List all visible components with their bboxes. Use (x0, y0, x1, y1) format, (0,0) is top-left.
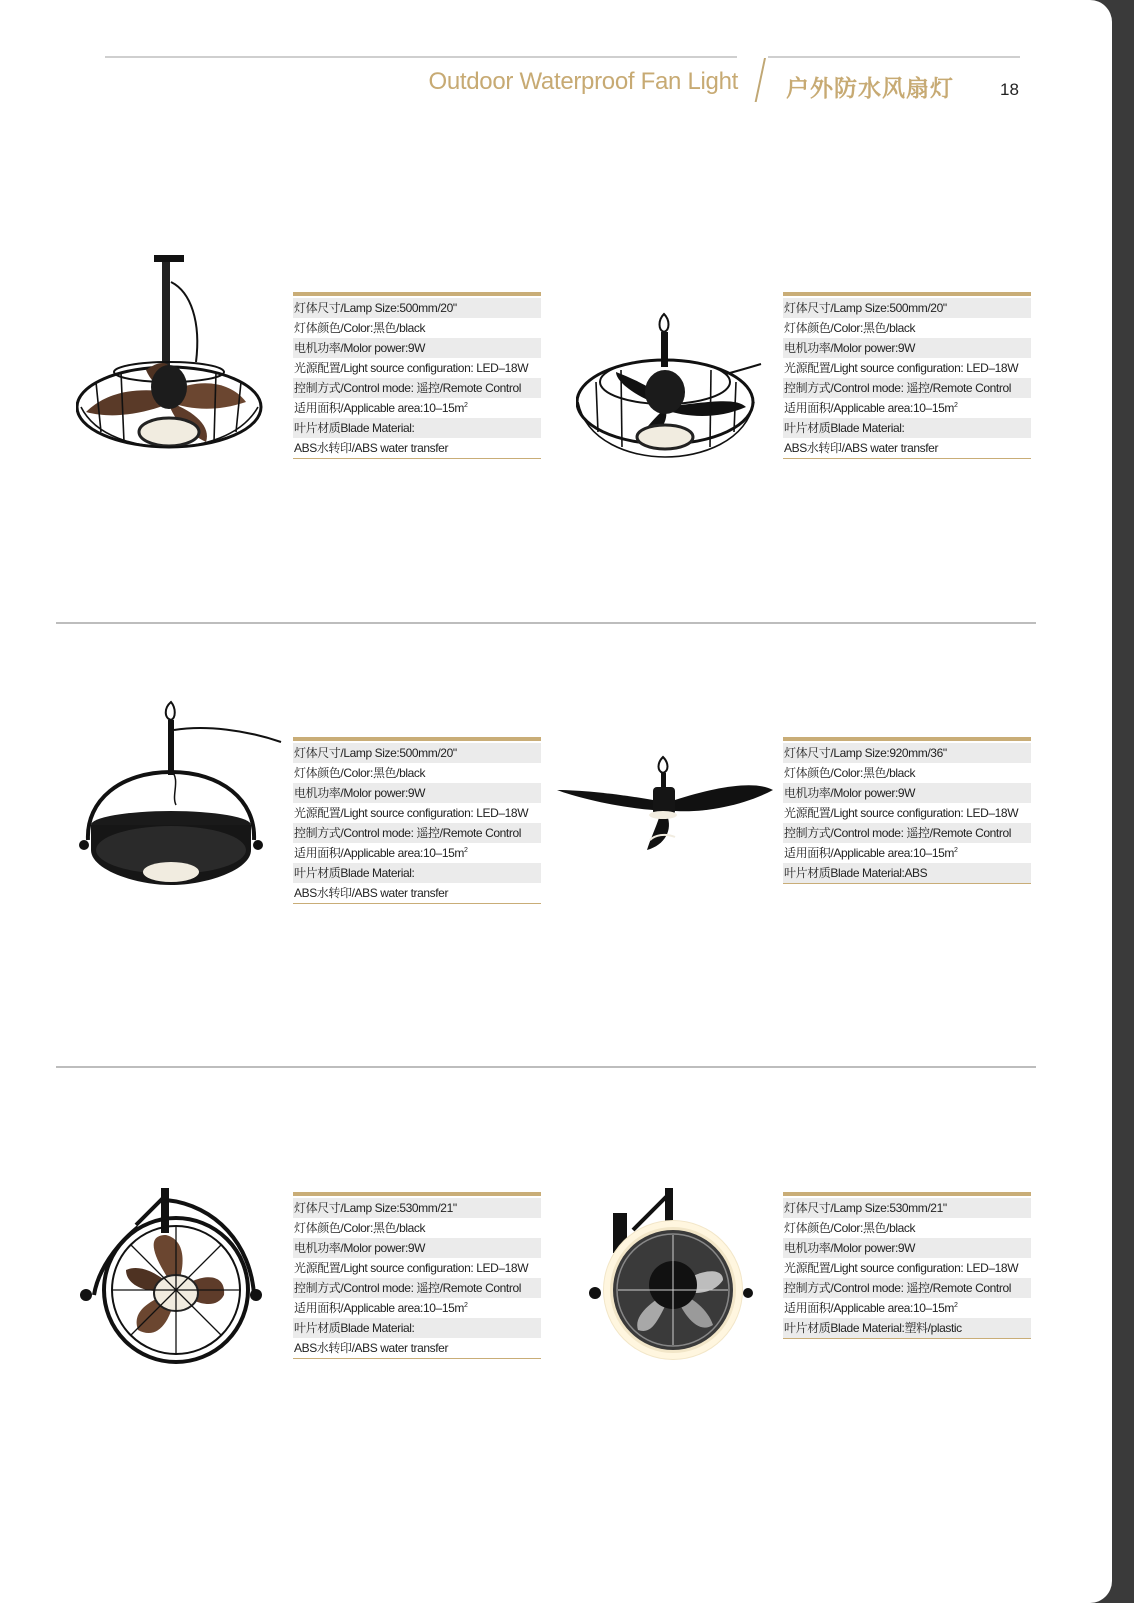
spec-row: ABS水转印/ABS water transfer (294, 1341, 449, 1355)
wall-mounted-cage-fan-wood-blades-icon (76, 1185, 266, 1375)
spec-row: 电机功率/Molor power:9W (293, 783, 541, 803)
spec-row: 灯体颜色/Color:黑色/black (294, 321, 426, 335)
spec-row: 控制方式/Control mode: 遥控/Remote Control (783, 378, 1031, 398)
spec-row: 灯体颜色/Color:黑色/black (294, 1221, 426, 1235)
spec-row: 适用面积/Applicable $area:10-15m^2$ (294, 401, 468, 415)
cage-fan-pendant-black-blades-icon (576, 312, 766, 477)
spec-row: 电机功率/Molor power:9W (783, 1238, 1031, 1258)
spec-table (293, 292, 541, 459)
cage-fan-pendant-wood-blades-icon (76, 252, 266, 472)
spec-table (783, 1192, 1031, 1339)
page-title-chinese: 户外防水风扇灯 (786, 75, 954, 101)
header-rule-right (768, 56, 1020, 58)
spec-row: 适用面积/Applicable $area:10-15m^2$ (784, 1301, 958, 1315)
spec-row: 适用面积/Applicable $area:10-15m^2$ (294, 846, 468, 860)
spec-row: 适用面积/Applicable $area:10-15m^2$ (294, 1301, 468, 1315)
area-superscript: 2 (953, 402, 958, 409)
spec-row: 叶片材质Blade Material: (783, 418, 1031, 438)
spec-row: 叶片材质Blade Material: (293, 863, 541, 883)
page-number: 18 (1000, 80, 1019, 99)
spec-row: 灯体尺寸/Lamp Size:530mm/21" (783, 1198, 1031, 1218)
spec-row: 叶片材质Blade Material: (293, 1318, 541, 1338)
area-superscript: 2 (953, 1302, 958, 1309)
spec-row: 电机功率/Molor power:9W (293, 338, 541, 358)
spec-table (783, 292, 1031, 459)
spec-row: 灯体颜色/Color:黑色/black (784, 766, 916, 780)
spec-row: ABS水转印/ABS water transfer (784, 441, 939, 455)
area-superscript: 2 (463, 847, 468, 854)
spec-row: 电机功率/Molor power:9W (293, 1238, 541, 1258)
area-superscript: 2 (463, 1302, 468, 1309)
spec-row: 光源配置/Light source configuration: LED–18W (294, 806, 529, 820)
area-superscript: 2 (463, 402, 468, 409)
spec-row: 适用面积/Applicable $area:10-15m^2$ (784, 401, 958, 415)
spec-row: 灯体尺寸/Lamp Size:530mm/21" (293, 1198, 541, 1218)
spec-row: 灯体颜色/Color:黑色/black (294, 766, 426, 780)
spec-row: 灯体尺寸/Lamp Size:500mm/20" (783, 298, 1031, 318)
spec-row: 控制方式/Control mode: 遥控/Remote Control (783, 1278, 1031, 1298)
section-divider (56, 1066, 1036, 1068)
spec-row: 电机功率/Molor power:9W (783, 338, 1031, 358)
spec-row: 灯体尺寸/Lamp Size:500mm/20" (293, 743, 541, 763)
section-divider (56, 622, 1036, 624)
spec-row: 控制方式/Control mode: 遥控/Remote Control (293, 1278, 541, 1298)
spec-table (293, 1192, 541, 1359)
spec-row: 控制方式/Control mode: 遥控/Remote Control (293, 823, 541, 843)
spec-row: 叶片材质Blade Material:塑料/plastic (783, 1318, 1031, 1338)
spec-row: 电机功率/Molor power:9W (783, 783, 1031, 803)
header-rule-left (105, 56, 737, 58)
spec-table (293, 737, 541, 904)
spec-row: 灯体尺寸/Lamp Size:500mm/20" (293, 298, 541, 318)
spec-row: 控制方式/Control mode: 遥控/Remote Control (783, 823, 1031, 843)
area-superscript: 2 (953, 847, 958, 854)
page-title-english: Outdoor Waterproof Fan Light (428, 68, 738, 95)
drum-fan-pendant-icon (76, 700, 286, 895)
spec-row: 光源配置/Light source configuration: LED–18W (784, 806, 1019, 820)
spec-row: 叶片材质Blade Material:ABS (783, 863, 1031, 883)
three-blade-ceiling-fan-icon (555, 755, 775, 860)
wall-mounted-ring-light-fan-icon (583, 1185, 753, 1375)
spec-row: 灯体尺寸/Lamp Size:920mm/36" (783, 743, 1031, 763)
spec-row: ABS水转印/ABS water transfer (294, 441, 449, 455)
spec-row: 灯体颜色/Color:黑色/black (784, 321, 916, 335)
spec-row: 灯体颜色/Color:黑色/black (784, 1221, 916, 1235)
spec-row: 光源配置/Light source configuration: LED–18W (784, 361, 1019, 375)
spec-row: 叶片材质Blade Material: (293, 418, 541, 438)
spec-table (783, 737, 1031, 884)
spec-row: 光源配置/Light source configuration: LED–18W (294, 1261, 529, 1275)
spec-row: 适用面积/Applicable $area:10-15m^2$ (784, 846, 958, 860)
spec-row: 控制方式/Control mode: 遥控/Remote Control (293, 378, 541, 398)
header-slash-divider (755, 58, 766, 102)
spec-row: 光源配置/Light source configuration: LED–18W (784, 1261, 1019, 1275)
spec-row: ABS水转印/ABS water transfer (294, 886, 449, 900)
spec-row: 光源配置/Light source configuration: LED–18W (294, 361, 529, 375)
